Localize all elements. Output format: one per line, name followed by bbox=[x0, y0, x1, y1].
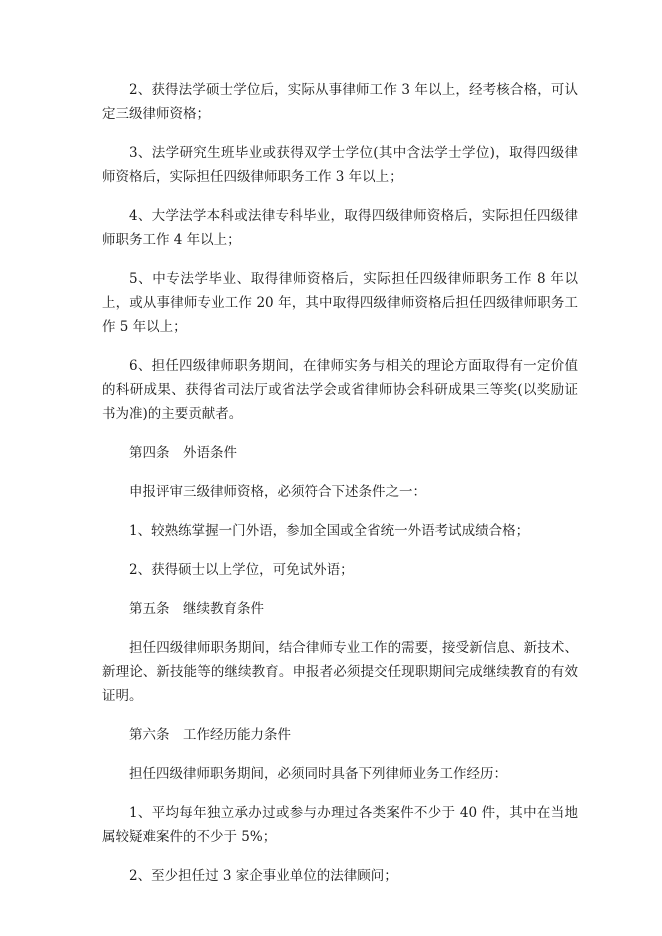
language-item-1: 1、较熟练掌握一门外语，参加全国或全省统一外语考试成绩合格； bbox=[129, 523, 530, 539]
section-heading-article-4: 第四条 外语条件 bbox=[129, 445, 237, 461]
section-heading-article-6: 第六条 工作经历能力条件 bbox=[129, 727, 291, 743]
experience-item-2: 2、至少担任过 3 家企事业单位的法律顾问； bbox=[129, 868, 398, 884]
paragraph-intro-experience: 担任四级律师职务期间，必须同时具备下列律师业务工作经历： bbox=[129, 766, 507, 782]
language-item-2: 2、获得硕士以上学位，可免试外语； bbox=[129, 562, 354, 578]
paragraph-intro-language: 申报评审三级律师资格，必须符合下述条件之一： bbox=[129, 484, 426, 500]
experience-item-1: 1、平均每年独立承办过或参与办理过各类案件不少于 40 件，其中在当地属较疑难案件的不少于 5%； bbox=[102, 805, 578, 845]
paragraph-item-3: 3、法学研究生班毕业或获得双学士学位(其中含法学士学位)，取得四级律师资格后，实际担任四级律师职务工作 3 年以上； bbox=[102, 145, 578, 185]
paragraph-item-4: 4、大学法学本科或法律专科毕业，取得四级律师资格后，实际担任四级律师职务工作 4 年以上； bbox=[102, 208, 578, 248]
paragraph-item-5: 5、中专法学毕业、取得律师资格后，实际担任四级律师职务工作 8 年以上，或从事律师专业工作 20 年，其中取得四级律师资格后担任四级律师职务工作 5 年以上； bbox=[102, 271, 578, 335]
paragraph-item-6: 6、担任四级律师职务期间，在律师实务与相关的理论方面取得有一定价值的科研成果、获得省司法厅或省法学会或省律师协会科研成果三等奖(以奖励证书为准)的主要贡献者。 bbox=[102, 358, 578, 422]
section-heading-article-5: 第五条 继续教育条件 bbox=[129, 601, 264, 617]
paragraph-continuing-education: 担任四级律师职务期间，结合律师专业工作的需要，接受新信息、新技术、新理论、新技能等的继续教育。申报者必须提交任现职期间完成继续教育的有效证明。 bbox=[102, 640, 578, 704]
paragraph-item-2: 2、获得法学硕士学位后，实际从事律师工作 3 年以上，经考核合格，可认定三级律师资格； bbox=[102, 82, 578, 122]
